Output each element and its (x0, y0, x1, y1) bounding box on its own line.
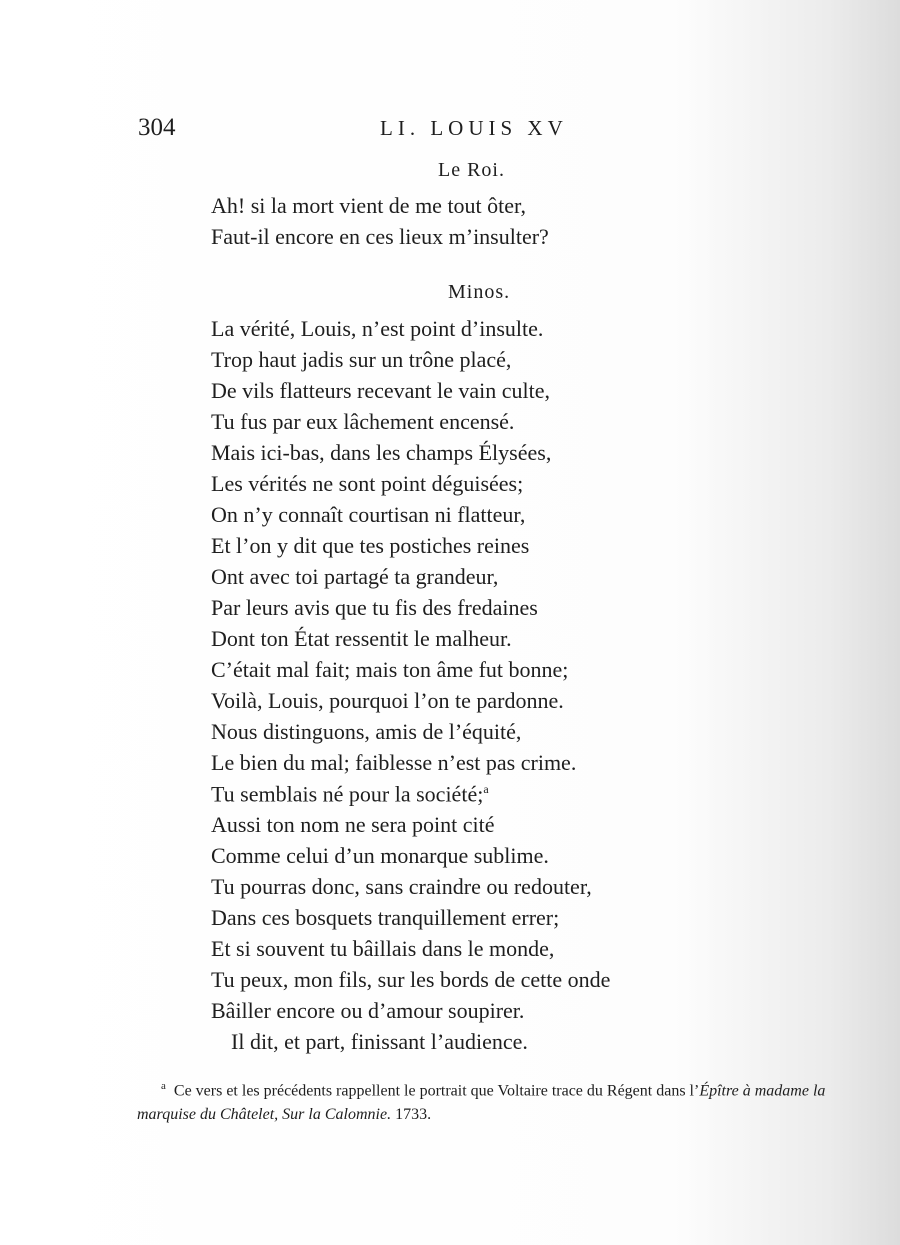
page-number: 304 (138, 114, 176, 141)
verse-line: Tu peux, mon fils, sur les bords de cette onde (211, 967, 611, 992)
verse-line: Dans ces bosquets tranquillement errer; (211, 905, 560, 930)
footnote (137, 1074, 837, 1127)
verse-line: De vils flatteurs recevant le vain culte, (211, 378, 551, 403)
verse-line: Ont avec toi partagé ta grandeur, (211, 564, 499, 589)
verse-line: On n’y connaît courtisan ni flatteur, (211, 502, 526, 527)
verse-line: Tu pourras donc, sans craindre ou redouter, (211, 874, 592, 899)
footnote-reference: a (483, 782, 489, 796)
verse-line: Faut-il encore en ces lieux m’insulter? (211, 224, 549, 249)
verse-line: Dont ton État ressentit le malheur. (211, 626, 512, 651)
verse-line: Ah! si la mort vient de me tout ôter, (211, 193, 526, 218)
verse-line: La vérité, Louis, n’est point d’insulte. (211, 316, 544, 341)
verse-line: Tu fus par eux lâchement encensé. (211, 409, 515, 434)
speaker-king: Le Roi. (438, 159, 505, 181)
verse-line: Voilà, Louis, pourquoi l’on te pardonne. (211, 688, 564, 713)
verse-line: Par leurs avis que tu fis des fredaines (211, 595, 538, 620)
verse-line: Il dit, et part, finissant l’audience. (231, 1029, 528, 1054)
verse-text: Tu semblais né pour la société; (211, 781, 484, 807)
footnote-text: Ce vers et les précédents rappellent le portrait que Voltaire trace du Régent dans l’ (173, 1082, 700, 1100)
verse-line: Les vérités ne sont point déguisées; (211, 471, 524, 496)
verse-line: Nous distinguons, amis de l’équité, (211, 719, 522, 744)
verse-line: Comme celui d’un monarque sublime. (211, 843, 549, 868)
verse-line: Et l’on y dit que tes postiches reines (211, 533, 530, 558)
verse-line: Trop haut jadis sur un trône placé, (211, 347, 512, 372)
verse-line: Le bien du mal; faiblesse n’est pas crime. (211, 750, 577, 775)
verse-line: Mais ici-bas, dans les champs Élysées, (211, 440, 552, 465)
footnote-mark: a (161, 1080, 166, 1092)
speaker-minos: Minos. (448, 281, 511, 303)
verse-line: Et si souvent tu bâillais dans le monde, (211, 936, 555, 961)
footnote-year: 1733. (395, 1106, 432, 1124)
footnote-title: Épître à madame la marquise du Châtelet, Sur la Calomnie. (137, 1082, 826, 1124)
verse-line: Aussi ton nom ne sera point cité (211, 812, 495, 837)
verse-line: Bâiller encore ou d’amour soupirer. (211, 998, 525, 1023)
verse-line-with-note (211, 783, 489, 805)
verse-line: C’était mal fait; mais ton âme fut bonne; (211, 657, 569, 682)
running-head: LI. LOUIS XV (380, 116, 568, 140)
